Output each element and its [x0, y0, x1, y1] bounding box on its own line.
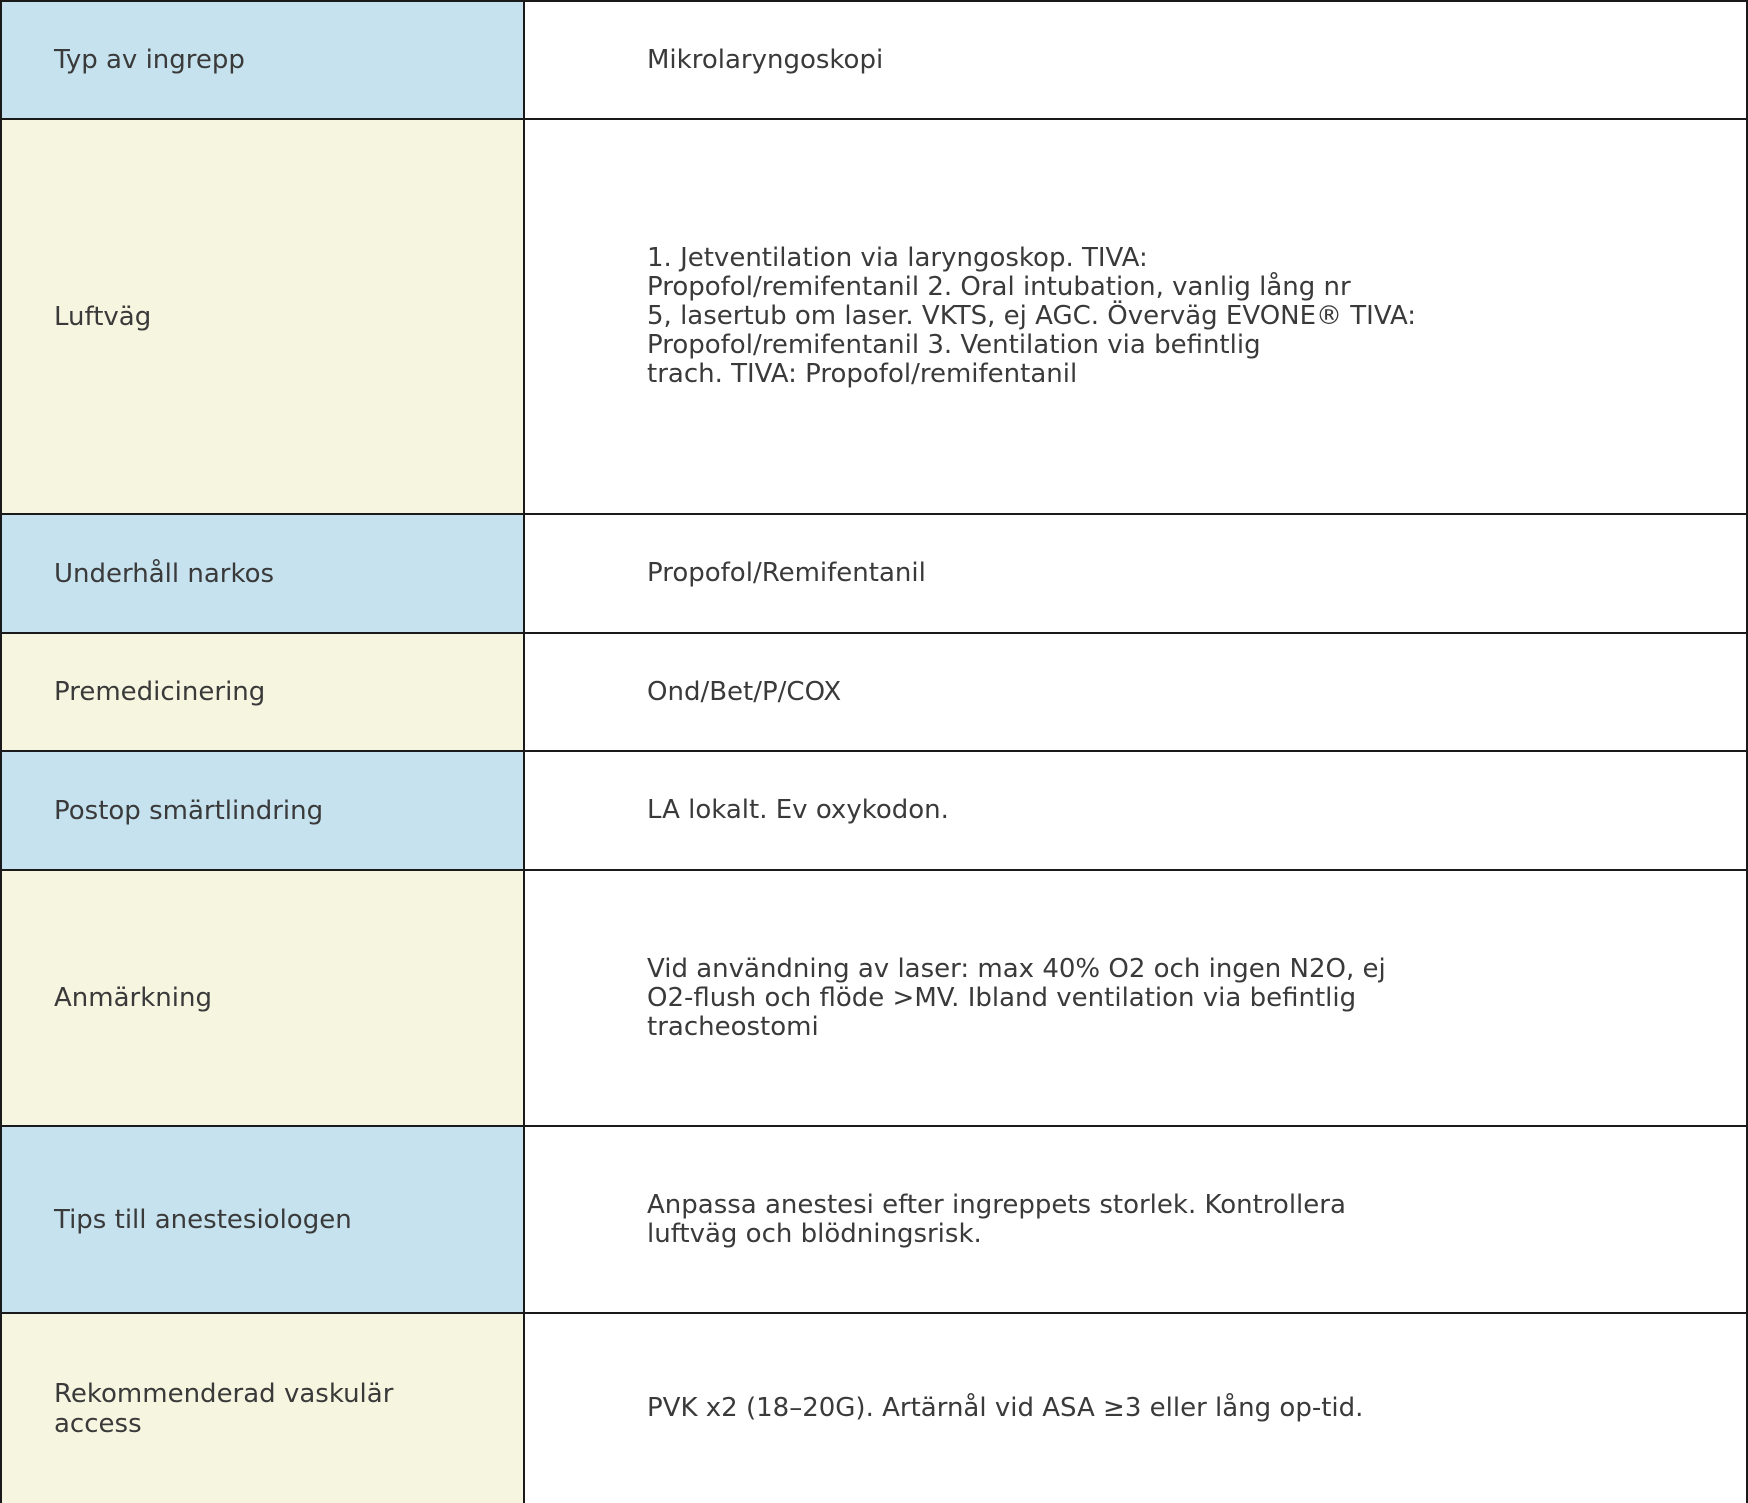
row-label — [2, 634, 525, 750]
row-label-text: Postop smärtlindring — [54, 795, 324, 826]
table-row — [2, 752, 1746, 871]
row-value-text: PVK x2 (18–20G). Artärnål vid ASA ≥3 eller lång op-tid. — [647, 1393, 1364, 1423]
row-value-text: LA lokalt. Ev oxykodon. — [647, 795, 949, 825]
row-label-text: Rekommenderad vaskulär access — [54, 1378, 394, 1439]
row-value-text: Mikrolaryngoskopi — [647, 44, 884, 75]
table-row — [2, 1314, 1746, 1503]
row-value-text: Propofol/Remifentanil — [647, 558, 926, 588]
row-value — [525, 120, 1746, 513]
row-label-text: Premedicinering — [54, 677, 266, 707]
table-row — [2, 1127, 1746, 1314]
row-label-text: Typ av ingrepp — [54, 45, 245, 75]
row-value-text: Ond/Bet/P/COX — [647, 676, 842, 707]
row-value — [525, 515, 1746, 632]
row-value — [525, 2, 1746, 118]
row-value — [525, 752, 1746, 869]
row-value — [525, 1127, 1746, 1312]
row-label — [2, 1127, 525, 1312]
row-label-text: Tips till anestesiologen — [54, 1204, 352, 1235]
table-row — [2, 871, 1746, 1127]
row-value — [525, 634, 1746, 750]
row-value — [525, 871, 1746, 1125]
table-row — [2, 120, 1746, 515]
row-label — [2, 120, 525, 513]
row-label — [2, 515, 525, 632]
row-label-text: Anmärkning — [54, 983, 212, 1013]
table-row — [2, 2, 1746, 120]
row-label — [2, 2, 525, 118]
row-value-text: 1. Jetventilation via laryngoskop. TIVA: Propofol/remifentanil 2. Oral intubation, vanlig lång nr 5, lasertub om laser. VKTS, ej AGC. Överväg EVONE® TIVA: Propofol/remifentanil 3. Ventilation via befintlig trach. TIVA: Propofol/remifentanil — [647, 243, 1417, 389]
row-label-text: Underhåll narkos — [54, 558, 275, 589]
row-value — [525, 1314, 1746, 1503]
row-label-text: Luftväg — [54, 301, 152, 332]
row-value-text: Anpassa anestesi efter ingreppets storlek. Kontrollera luftväg och blödningsrisk. — [647, 1189, 1346, 1249]
row-label — [2, 1314, 525, 1503]
table-row — [2, 634, 1746, 752]
table-row — [2, 515, 1746, 634]
row-label — [2, 752, 525, 869]
row-value-text: Vid användning av laser: max 40% O2 och ingen N2O, ej O2-flush och flöde >MV. Ibland ventilation via befintlig tracheostomi — [647, 953, 1386, 1042]
row-label — [2, 871, 525, 1125]
